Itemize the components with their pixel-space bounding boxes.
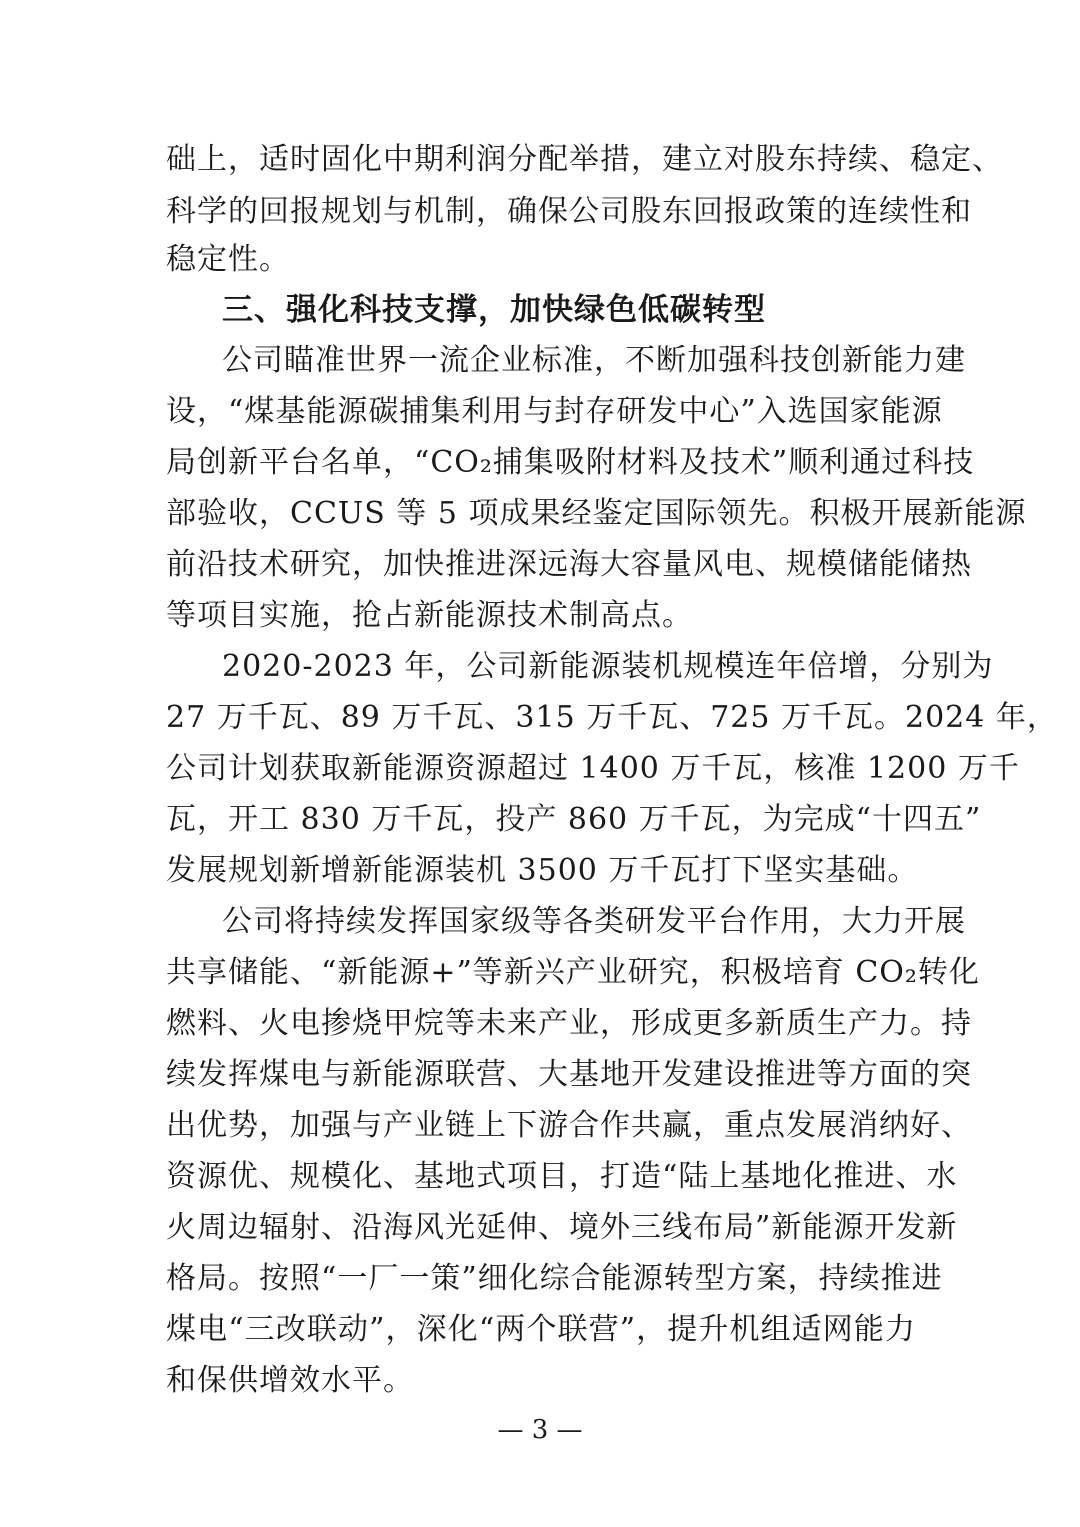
paragraph-4-line-9: 煤电“三改联动”，深化“两个联营”，提升机组适网能力 <box>166 1312 916 1347</box>
paragraph-1-line-2: 科学的回报规划与机制，确保公司股东回报政策的连续性和 <box>166 194 972 229</box>
page-number: — 3 — <box>497 1415 583 1445</box>
paragraph-4-line-6: 资源优、规模化、基地式项目，打造“陆上基地化推进、水 <box>166 1159 958 1194</box>
paragraph-4-line-8: 格局。按照“一厂一策”细化综合能源转型方案，持续推进 <box>166 1261 943 1296</box>
paragraph-2-line-4: 部验收，CCUS 等 5 项成果经鉴定国际领先。积极开展新能源 <box>166 496 1027 531</box>
paragraph-3-line-5: 发展规划新增新能源装机 3500 万千瓦打下坚实基础。 <box>166 853 919 888</box>
paragraph-3-line-4: 瓦，开工 830 万千瓦，投产 860 万千瓦，为完成“十四五” <box>166 802 982 837</box>
paragraph-3-line-2: 27 万千瓦、89 万千瓦、315 万千瓦、725 万千瓦。2024 年， <box>166 700 1058 735</box>
section-heading: 三、强化科技支撑，加快绿色低碳转型 <box>222 292 766 328</box>
paragraph-4-line-7: 火周边辐射、沿海风光延伸、境外三线布局”新能源开发新 <box>166 1210 958 1245</box>
paragraph-1-line-1: 础上，适时固化中期利润分配举措，建立对股东持续、稳定、 <box>166 142 1003 177</box>
paragraph-4-line-1: 公司将持续发挥国家级等各类研发平台作用，大力开展 <box>222 904 966 939</box>
paragraph-4-line-3: 燃料、火电掺烧甲烷等未来产业，形成更多新质生产力。持 <box>166 1006 972 1041</box>
paragraph-2-line-2: 设，“煤基能源碳捕集利用与封存研发中心”入选国家能源 <box>166 394 943 429</box>
paragraph-2-line-1: 公司瞄准世界一流企业标准，不断加强科技创新能力建 <box>222 343 966 378</box>
paragraph-4-line-10: 和保供增效水平。 <box>166 1363 414 1398</box>
paragraph-4-line-4: 续发挥煤电与新能源联营、大基地开发建设推进等方面的突 <box>166 1057 972 1092</box>
paragraph-4-line-5: 出优势，加强与产业链上下游合作共赢，重点发展消纳好、 <box>166 1108 972 1143</box>
paragraph-3-line-1: 2020-2023 年，公司新能源装机规模连年倍增，分别为 <box>222 649 994 684</box>
paragraph-2-line-6: 等项目实施，抢占新能源技术制高点。 <box>166 598 693 633</box>
paragraph-3-line-3: 公司计划获取新能源资源超过 1400 万千瓦，核准 1200 万千 <box>166 751 1020 786</box>
paragraph-1-line-3: 稳定性。 <box>166 242 290 277</box>
paragraph-2-line-5: 前沿技术研究，加快推进深远海大容量风电、规模储能储热 <box>166 547 972 582</box>
paragraph-2-line-3: 局创新平台名单，“CO₂捕集吸附材料及技术”顺利通过科技 <box>166 445 975 480</box>
paragraph-4-line-2: 共享储能、“新能源+”等新兴产业研究，积极培育 CO₂转化 <box>166 955 980 990</box>
